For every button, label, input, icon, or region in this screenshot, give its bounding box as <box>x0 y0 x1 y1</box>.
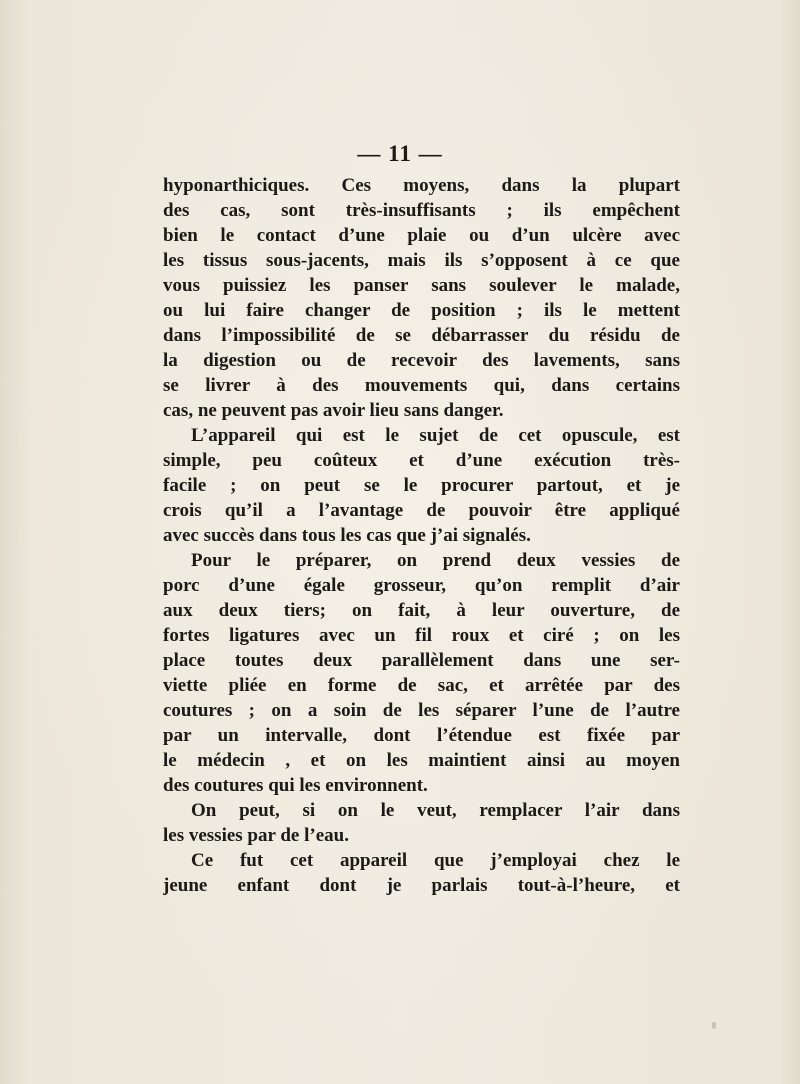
text-line: la digestion ou de recevoir des lavements, sans <box>163 350 680 371</box>
text-line: les tissus sous-jacents, mais ils s’opposent à ce que <box>163 250 680 271</box>
text-line: L’appareil qui est le sujet de cet opuscule, est <box>191 425 680 446</box>
text-line: coutures ; on a soin de les séparer l’une de l’autre <box>163 700 680 721</box>
body-text <box>163 173 680 898</box>
text-line: Ce fut cet appareil que j’employai chez le <box>191 850 680 871</box>
text-line: place toutes deux parallèlement dans une ser- <box>163 650 680 671</box>
text-line: des coutures qui les environnent. <box>163 775 428 796</box>
text-line: cas, ne peuvent pas avoir lieu sans danger. <box>163 400 504 421</box>
text-line: viette pliée en forme de sac, et arrêtée par des <box>163 675 680 696</box>
text-line: se livrer à des mouvements qui, dans certains <box>163 375 680 396</box>
text-line: crois qu’il a l’avantage de pouvoir être appliqué <box>163 500 680 521</box>
text-line: les vessies par de l’eau. <box>163 825 349 846</box>
text-line: avec succès dans tous les cas que j’ai signalés. <box>163 525 531 546</box>
text-line: par un intervalle, dont l’étendue est fixée par <box>163 725 680 746</box>
text-line: dans l’impossibilité de se débarrasser du résidu de <box>163 325 680 346</box>
text-line: fortes ligatures avec un fil roux et ciré ; on les <box>163 625 680 646</box>
text-line: facile ; on peut se le procurer partout, et je <box>163 475 680 496</box>
text-line: le médecin , et on les maintient ainsi au moyen <box>163 750 680 771</box>
text-line: des cas, sont très-insuffisants ; ils empêchent <box>163 200 680 221</box>
page-number: — 11 — <box>357 141 443 166</box>
text-line: simple, peu coûteux et d’une exécution très- <box>163 450 680 471</box>
text-line: bien le contact d’une plaie ou d’un ulcère avec <box>163 225 680 246</box>
text-line: aux deux tiers; on fait, à leur ouverture, de <box>163 600 680 621</box>
text-line: jeune enfant dont je parlais tout-à-l’heure, et <box>163 875 680 896</box>
text-line: hyponarthiciques. Ces moyens, dans la plupart <box>163 175 680 196</box>
paper-speck <box>712 1022 716 1029</box>
text-line: On peut, si on le veut, remplacer l’air dans <box>191 800 680 821</box>
text-line: Pour le préparer, on prend deux vessies de <box>191 550 680 571</box>
text-line: vous puissiez les panser sans soulever le malade, <box>163 275 680 296</box>
text-line: porc d’une égale grosseur, qu’on remplit d’air <box>163 575 680 596</box>
text-line: ou lui faire changer de position ; ils le mettent <box>163 300 680 321</box>
